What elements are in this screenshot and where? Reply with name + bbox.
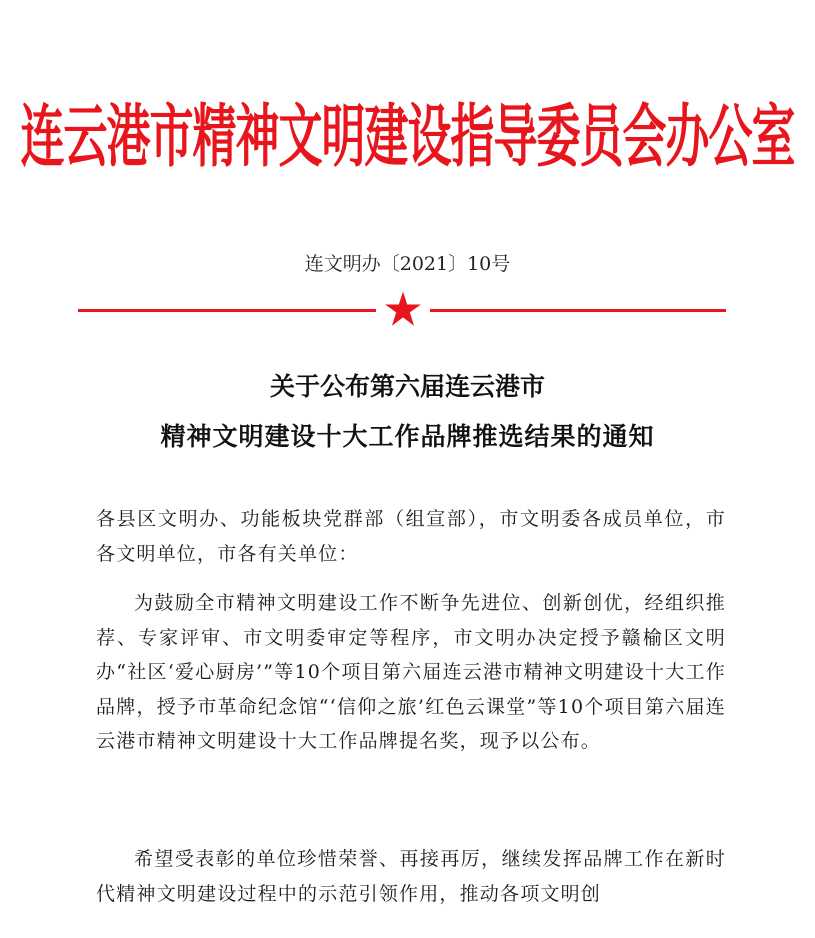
red-star-icon <box>384 290 422 328</box>
notice-title-line-1: 关于公布第六届连云港市 <box>269 372 545 401</box>
masthead-title: 连云港市精神文明建设指导委员会办公室 <box>20 98 795 178</box>
red-divider-right <box>430 309 726 312</box>
notice-title-line-2: 精神文明建设十大工作品牌推选结果的通知 <box>160 422 655 451</box>
body-paragraph-2: 希望受表彰的单位珍惜荣誉、再接再厉，继续发挥品牌工作在新时代精神文明建设过程中的示范引领作用，推动各项文明创 <box>96 848 726 905</box>
salutation: 各县区文明办、功能板块党群部（组宣部），市文明委各成员单位，市各文明单位，市各有关单位： <box>96 508 726 565</box>
body-paragraph-1: 为鼓励全市精神文明建设工作不断争先进位、创新创优，经组织推荐、专家评审、市文明委审定等程序，市文明办决定授予赣榆区文明办“社区‘爱心厨房’”等10个项目第六届连云港市精神文明建设十大工作品牌，授予市革命纪念馆“‘信仰之旅’红色云课堂”等10个项目第六届连云港市精神文明建设十大工作品牌提名奖，现予以公布。 <box>96 592 726 752</box>
document-number: 连文明办〔2021〕10号 <box>304 253 511 275</box>
red-divider-left <box>78 309 376 312</box>
